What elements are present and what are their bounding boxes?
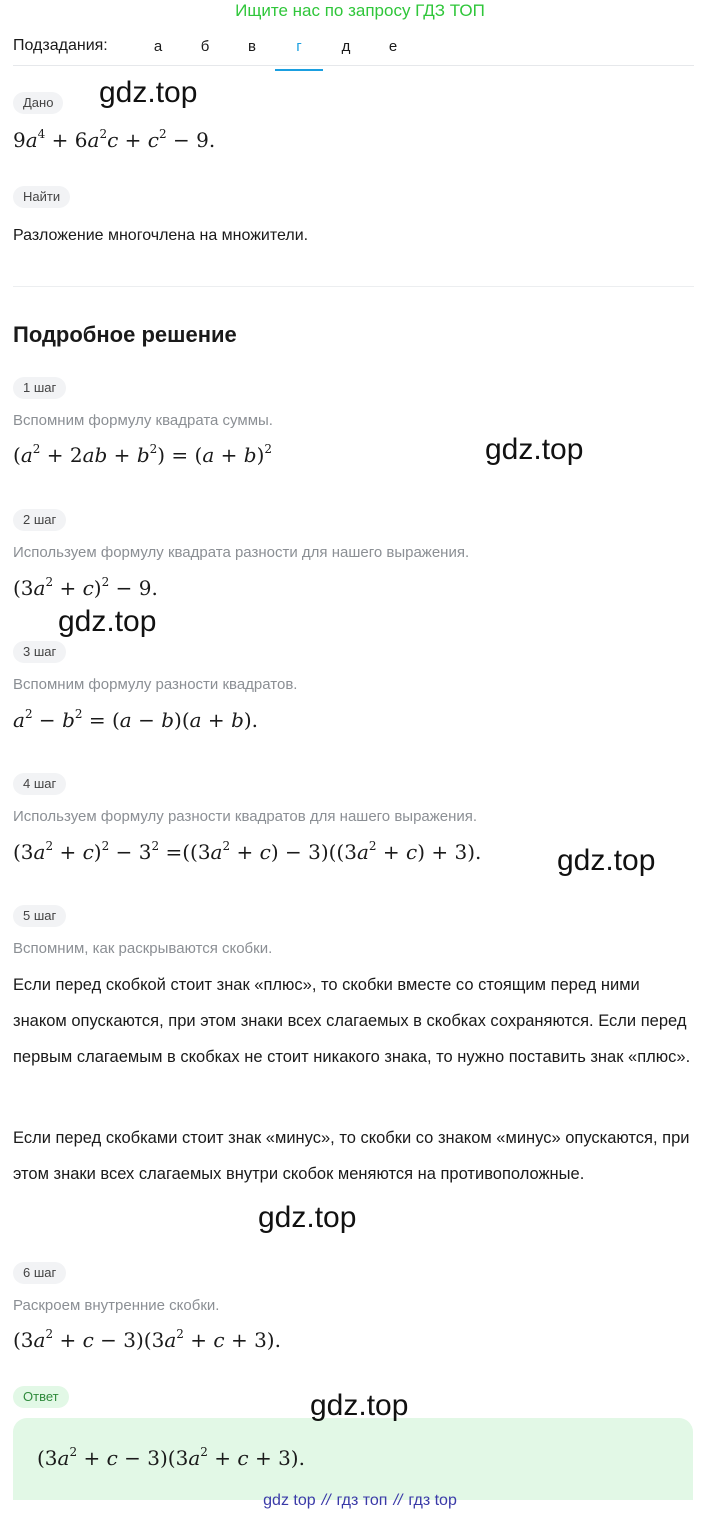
solution-title: Подробное решение (13, 322, 237, 347)
tab-b[interactable]: б (200, 38, 210, 55)
answer-chip: Ответ (13, 1386, 69, 1408)
step-5-paragraph-2: Если перед скобками стоит знак «минус», то скобки со знаком «минус» опускаются, при этом знаки всех слагаемых внутри скобок меняются на противоположные. (13, 1129, 690, 1183)
watermark: gdz.top (485, 433, 584, 466)
given-chip: Дано (13, 92, 63, 114)
footer-separator: // (393, 1492, 403, 1509)
step-3-caption: Вспомним формулу разности квадратов. (13, 676, 298, 693)
given-expression: $9a^4 + 6a^2c + c^2 - 9$. (13, 127, 216, 152)
watermark: gdz.top (99, 76, 198, 109)
footer-link-2[interactable]: гдз топ (336, 1492, 388, 1509)
step-1-caption: Вспомним формулу квадрата суммы. (13, 412, 273, 429)
top-banner: Ищите нас по запросу ГДЗ ТОП (235, 1, 485, 20)
step-4-caption: Используем формулу разности квадратов для нашего выражения. (13, 808, 478, 825)
step-5-paragraph-1: Если перед скобкой стоит знак «плюс», то скобки вместе со стоящим перед ними знаком опускаются, при этом знаки всех слагаемых в скобках сохраняются. Если перед первым слагаемым в скобках не стоит никакого знака, то нужно поставить знак «плюс». (13, 976, 691, 1066)
watermark: gdz.top (557, 844, 656, 877)
step-5-caption: Вспомним, как раскрываются скобки. (13, 940, 273, 957)
step-4-chip: 4 шаг (13, 773, 66, 795)
answer-formula: $(3a^2 + c - 3)(3a^2 + c + 3)$. (37, 1445, 305, 1470)
tab-v[interactable]: в (248, 38, 256, 55)
step-6-chip: 6 шаг (13, 1262, 66, 1284)
step-3-chip: 3 шаг (13, 641, 66, 663)
footer-link-1[interactable]: gdz top (263, 1492, 316, 1509)
step-2-chip: 2 шаг (13, 509, 66, 531)
find-text: Разложение многочлена на множители. (13, 227, 309, 244)
step-4-formula: $(3a^2 + c)^2 - 3^2 =((3a^2 + c) - 3)((3a^2 + c) + 3)$. (13, 839, 482, 864)
step-6-caption: Раскроем внутренние скобки. (13, 1297, 220, 1314)
step-6-formula: $(3a^2 + c - 3)(3a^2 + c + 3)$. (13, 1327, 281, 1352)
footer-link-3[interactable]: гдз top (408, 1492, 457, 1509)
tab-d[interactable]: д (341, 38, 351, 55)
step-1-chip: 1 шаг (13, 377, 66, 399)
step-5-chip: 5 шаг (13, 905, 66, 927)
tabs-divider (13, 65, 694, 66)
tab-g[interactable]: г (275, 33, 323, 66)
subtasks-tabs (134, 33, 416, 66)
section-divider (13, 286, 694, 287)
step-2-caption: Используем формулу квадрата разности для нашего выражения. (13, 544, 470, 561)
subtasks-label: Подзадания: (13, 37, 108, 54)
step-3-formula: $a^2 - b^2 = (a - b)(a + b)$. (13, 707, 259, 732)
watermark: gdz.top (58, 605, 157, 638)
step-1-formula: $(a^2 + 2ab + b^2) = (a + b)^2$ (13, 442, 273, 467)
find-chip: Найти (13, 186, 70, 208)
tab-a[interactable]: а (153, 38, 163, 55)
tab-e[interactable]: е (388, 38, 398, 55)
footer (0, 1492, 720, 1510)
watermark: gdz.top (310, 1389, 409, 1422)
watermark: gdz.top (258, 1201, 357, 1234)
step-2-formula: $(3a^2 + c)^2 - 9$. (13, 575, 158, 600)
footer-separator: // (321, 1492, 331, 1509)
